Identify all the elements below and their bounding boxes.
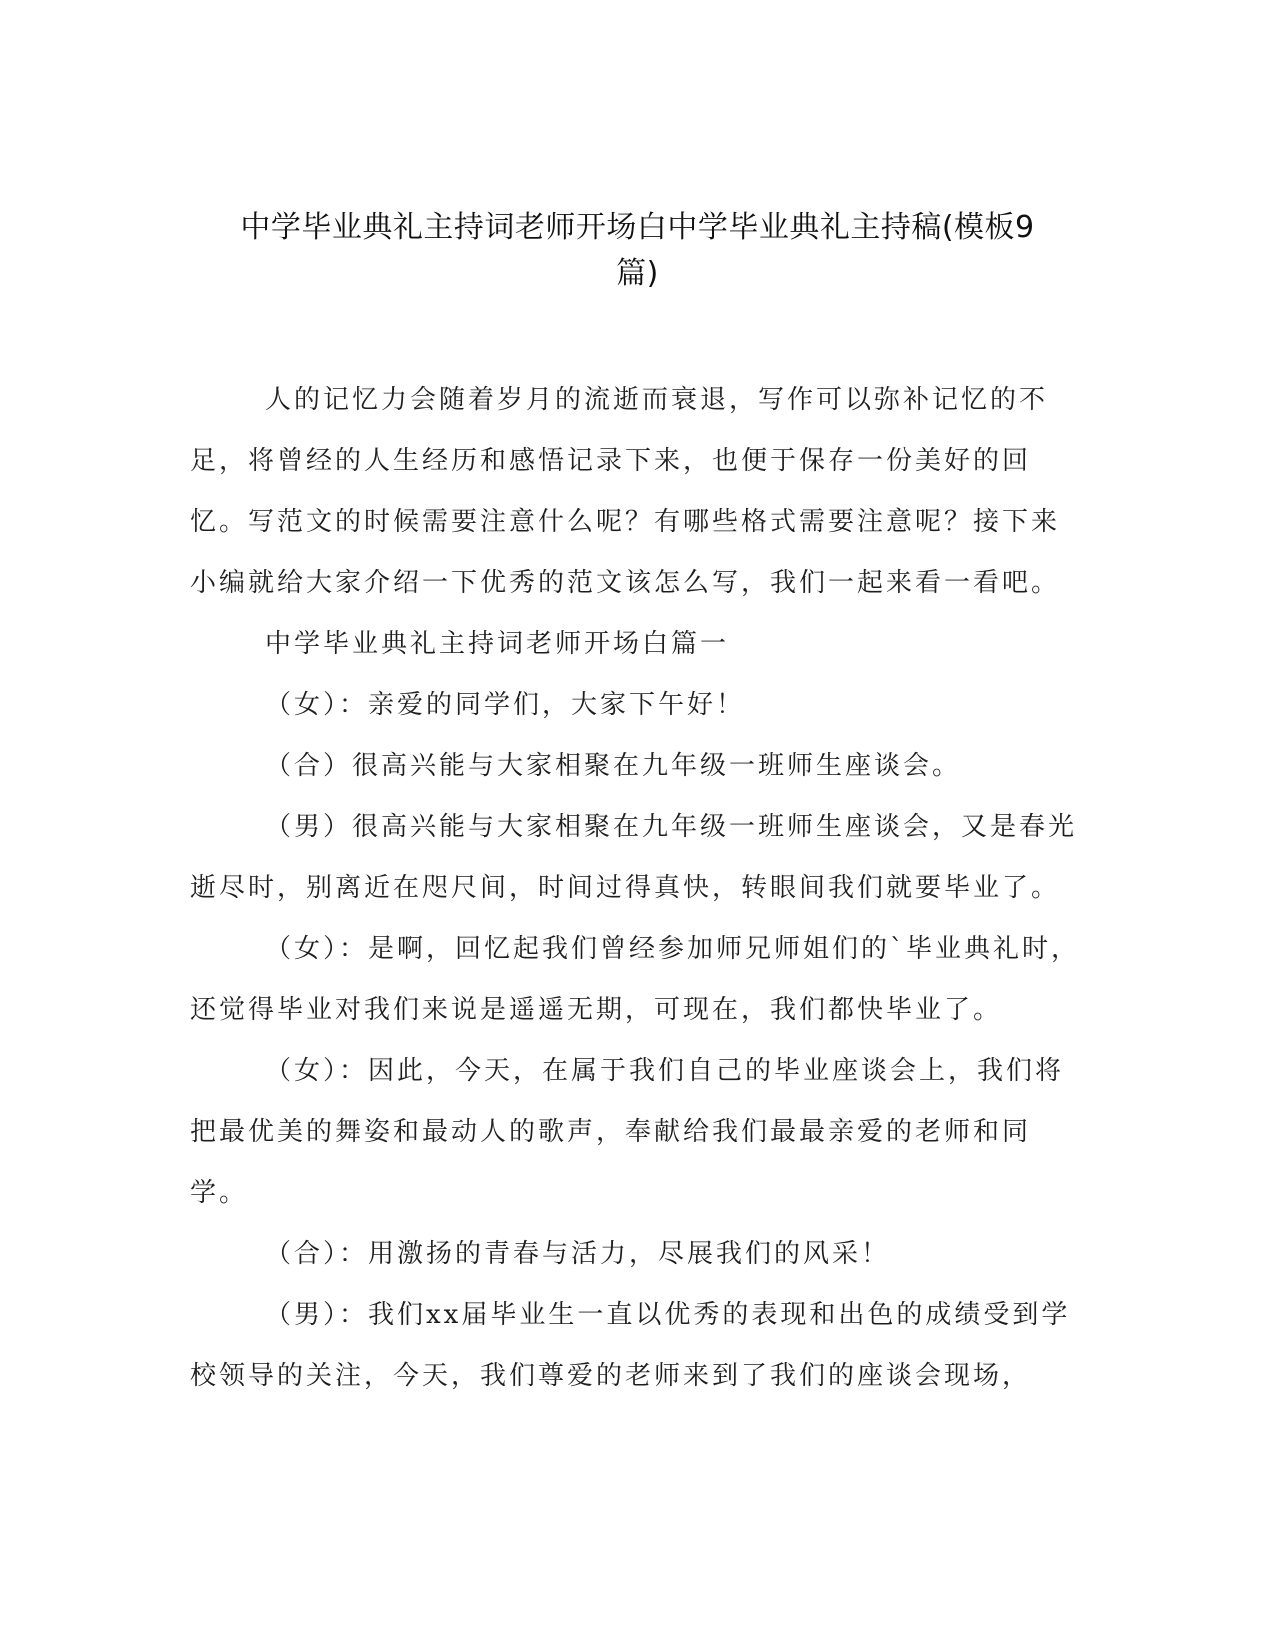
dialogue-line: （男）：我们xx届毕业生一直以优秀的表现和出色的成绩受到学校领导的关注，今天，我们尊爱的老师来到了我们的座谈会现场，	[190, 1300, 1071, 1391]
dialogue-line: （女）：亲爱的同学们，大家下午好！	[265, 690, 746, 720]
section-heading: 中学毕业典礼主持词老师开场白篇一	[265, 629, 730, 659]
title-line-1: 中学毕业典礼主持词老师开场白中学毕业典礼主持稿(模板9	[240, 210, 1035, 245]
dialogue-line: （女）：因此，今天，在属于我们自己的毕业座谈会上，我们将把最优美的舞姿和最动人的歌声，奉献给我们最最亲爱的老师和同学。	[190, 1056, 1065, 1208]
document-title	[160, 205, 1115, 297]
intro-paragraph: 人的记忆力会随着岁月的流逝而衰退，写作可以弥补记忆的不足，将曾经的人生经历和感悟记录下来，也便于保存一份美好的回忆。写范文的时候需要注意什么呢？有哪些格式需要注意呢？接下来小编就给大家介绍一下优秀的范文该怎么写，我们一起来看一看吧。	[190, 385, 1061, 598]
dialogue-line: （合）很高兴能与大家相聚在九年级一班师生座谈会。	[265, 751, 962, 781]
title-line-2: 篇)	[616, 256, 659, 291]
document-body	[190, 370, 1080, 1407]
dialogue-line: （女）：是啊，回忆起我们曾经参加师兄师姐们的`毕业典礼时，还觉得毕业对我们来说是遥遥无期，可现在，我们都快毕业了。	[190, 934, 1081, 1025]
dialogue-line: （男）很高兴能与大家相聚在九年级一班师生座谈会，又是春光逝尽时，别离近在咫尺间，时间过得真快，转眼间我们就要毕业了。	[190, 812, 1078, 903]
dialogue-line: （合）：用激扬的青春与活力，尽展我们的风采！	[265, 1239, 891, 1269]
